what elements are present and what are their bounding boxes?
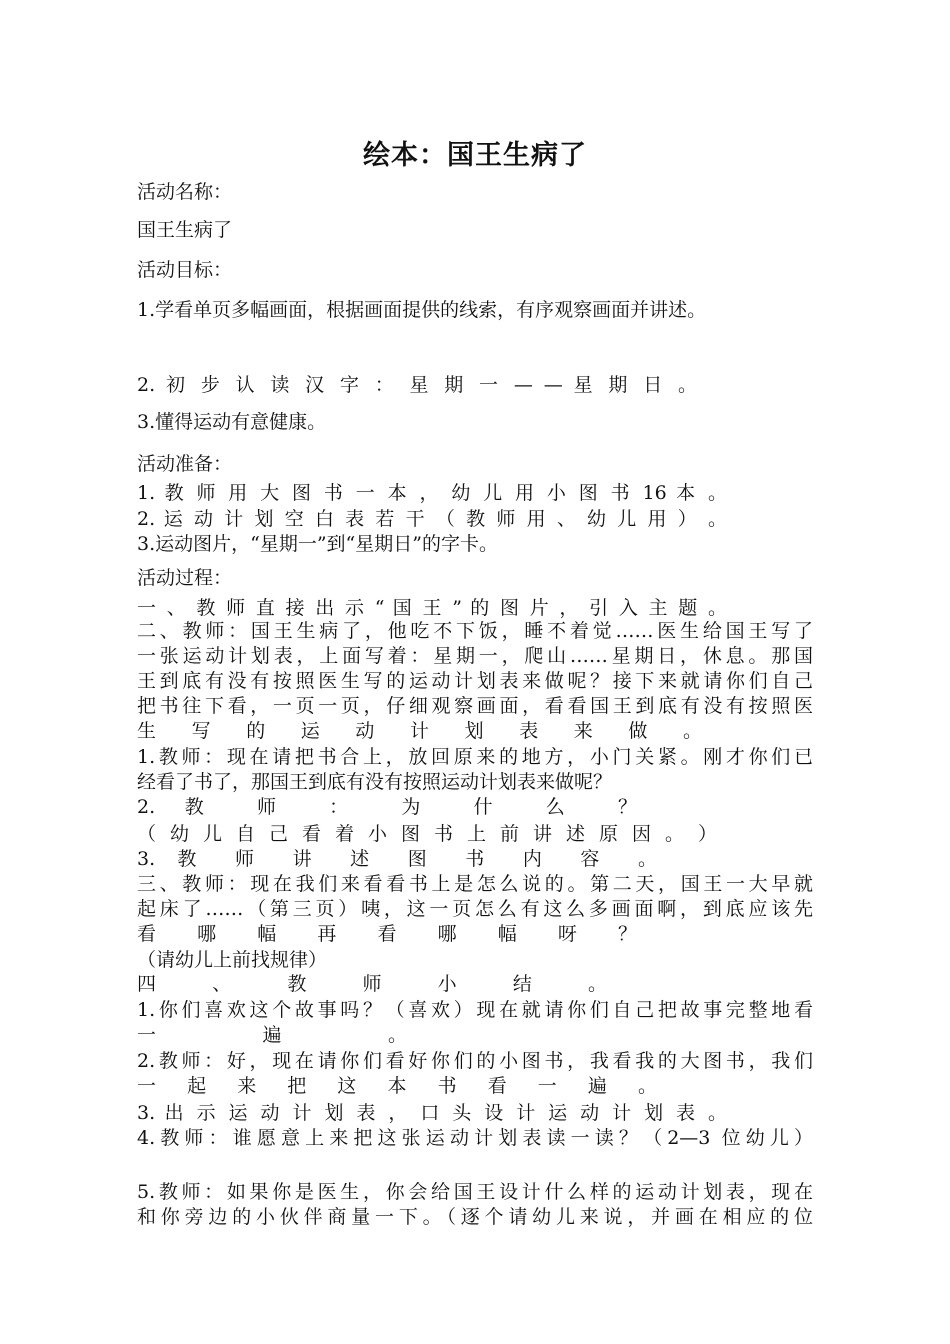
text-line: 活动准备： [137, 453, 233, 475]
text-line: 3.懂得运动有意健康。 [137, 411, 327, 433]
text-line: 2. 初 步 认 读 汉 字 ： 星 期 一 — — 星 期 日 。 [137, 374, 697, 396]
text-line: 3. 教 师 讲 述 图 书 内 容 。 [137, 848, 657, 870]
text-line: 和你旁边的小伙伴商量一下。（逐个请幼儿来说，并画在相应的位 [137, 1206, 813, 1228]
text-line: 一 、 教 师 直 接 出 示 “ 国 王 ” 的 图 片 ， 引 入 主 题 。 [137, 597, 727, 619]
document-title: 绘本：国王生病了 [363, 140, 587, 171]
text-line: 3. 出 示 运 动 计 划 表 ， 口 头 设 计 运 动 计 划 表 。 [137, 1102, 727, 1124]
text-line: 3.运动图片，“星期一”到“星期日”的字卡。 [137, 533, 498, 555]
text-line: 看 哪 幅 再 看 哪 幅 呀 ？ [137, 923, 637, 945]
text-line: 1. 教 师 用 大 图 书 一 本 ， 幼 儿 用 小 图 书 16 本 。 [137, 482, 727, 504]
text-line: 2.教师：好，现在请你们看好你们的小图书，我看我的大图书，我们 [137, 1050, 813, 1072]
text-line: 一张运动计划表，上面写着：星期一，爬山……星期日，休息。那国 [137, 645, 813, 667]
text-line: 二、教师：国王生病了，他吃不下饭，睡不着觉……医生给国王写了 [137, 620, 813, 642]
text-line: 活动名称： [137, 181, 233, 203]
text-line: 生 写 的 运 动 计 划 表 来 做 。 [137, 720, 702, 742]
text-line: 5.教师：如果你是医生，你会给国王设计什么样的运动计划表，现在 [137, 1181, 813, 1203]
text-line: 国王生病了 [137, 219, 233, 241]
text-line: （ 幼 儿 自 己 看 着 小 图 书 上 前 讲 述 原 因 。 ） [137, 823, 717, 845]
text-line: 1.教师：现在请把书合上，放回原来的地方，小门关紧。刚才你们已 [137, 746, 813, 768]
text-line: 起床了……（第三页）咦，这一页怎么有这么多画面啊，到底应该先 [137, 898, 813, 920]
text-line: （请幼儿上前找规律） [137, 949, 328, 971]
text-line: 1.学看单页多幅画面，根据画面提供的线索，有序观察画面并讲述。 [137, 299, 707, 321]
text-line: 一 起 来 把 这 本 书 看 一 遍 。 [137, 1075, 657, 1097]
text-line: 四 、 教 师 小 结 。 [137, 973, 607, 995]
text-line: 一 遍 。 [137, 1024, 407, 1046]
text-line: 三、教师：现在我们来看看书上是怎么说的。第二天，国王一大早就 [137, 873, 813, 895]
text-line: 王到底有没有按照医生写的运动计划表来做呢？接下来就请你们自己 [137, 670, 813, 692]
text-line: 1.你们喜欢这个故事吗？（喜欢）现在就请你们自己把故事完整地看 [137, 999, 813, 1021]
text-line: 把书往下看，一页一页，仔细观察画面，看看国王到底有没有按照医 [137, 695, 813, 717]
text-line: 2. 教 师 ： 为 什 么 ？ [137, 796, 637, 818]
text-line: 活动目标： [137, 259, 233, 281]
text-line: 经看了书了，那国王到底有没有按照运动计划表来做呢？ [137, 771, 613, 793]
text-line: 4.教师：谁愿意上来把这张运动计划表读一读？（2—3 位幼儿） [137, 1127, 813, 1149]
text-line: 活动过程： [137, 567, 233, 589]
text-line: 2. 运 动 计 划 空 白 表 若 干 （ 教 师 用 、 幼 儿 用 ） 。 [137, 508, 727, 530]
